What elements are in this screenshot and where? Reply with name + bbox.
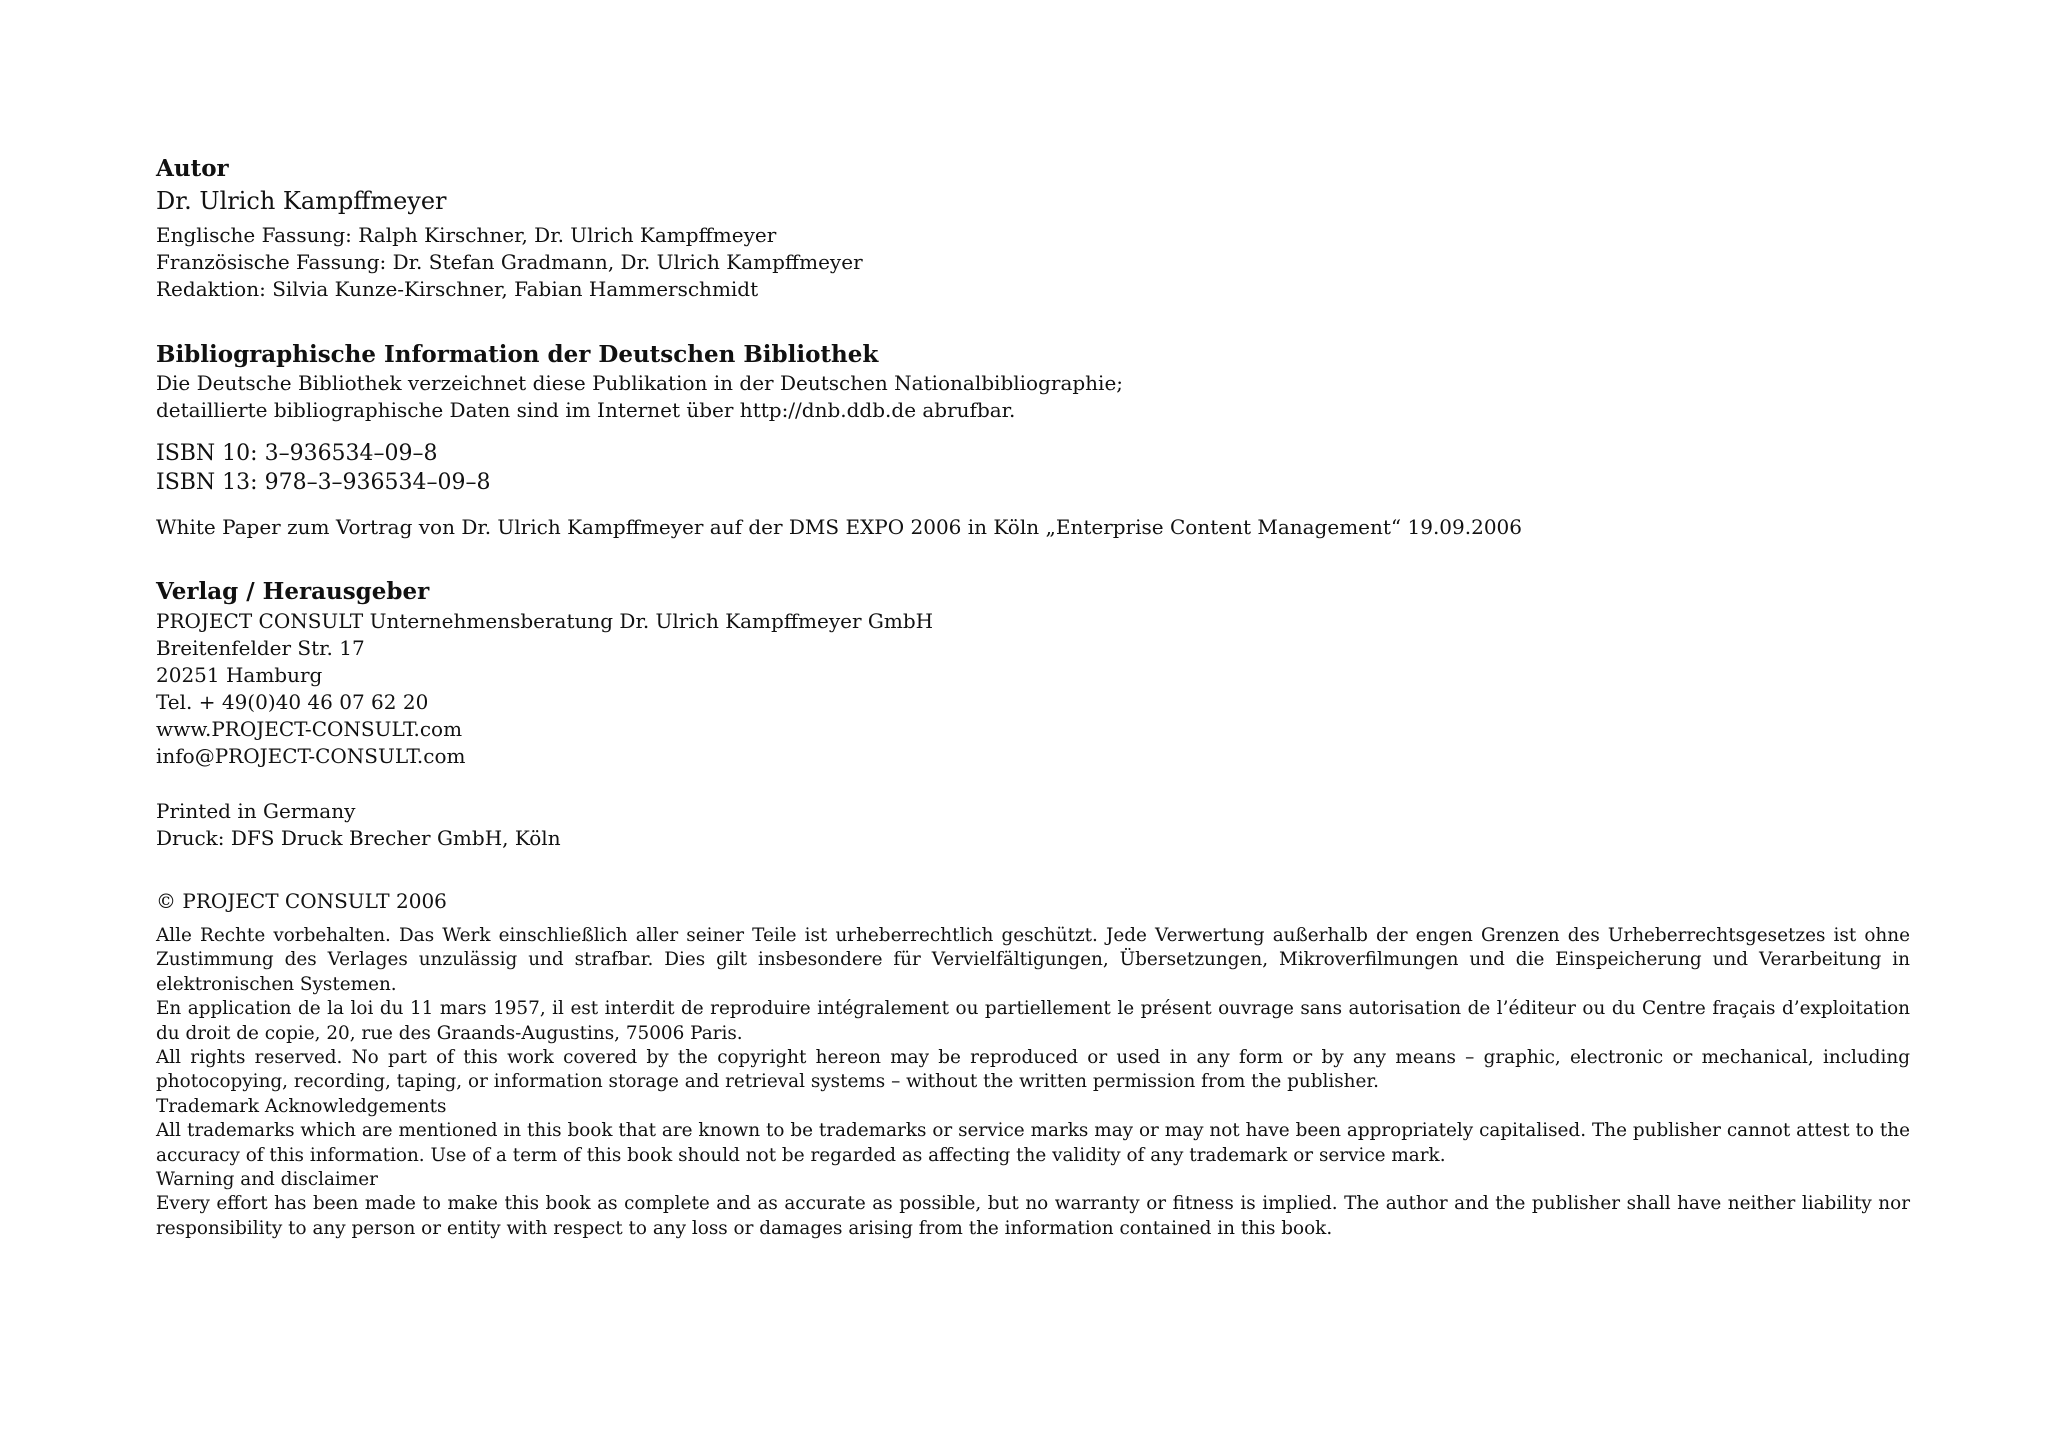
- publisher-phone: Tel. + 49(0)40 46 07 62 20: [156, 690, 429, 714]
- publisher-company: PROJECT CONSULT Unternehmensberatung Dr. Ulrich Kampffmeyer GmbH: [156, 609, 934, 633]
- author-heading: Autor: [156, 155, 229, 182]
- white-paper-note: White Paper zum Vortrag von Dr. Ulrich Kampffmeyer auf der DMS EXPO 2006 in Köln „Enterprise Content Management“ 19.09.2006: [156, 515, 1523, 539]
- bibliography-line-2: detaillierte bibliographische Daten sind im Internet über http://dnb.ddb.de abrufbar.: [156, 398, 1016, 422]
- french-rights-paragraph: En application de la loi du 11 mars 1957, il est interdit de reproduire intégralement ou partiellement le présent ouvrage sans autorisation de l’éditeur ou du Centre fraçais d’exploitation du droit de copie, 20, rue des Graands-Augustins, 75006 Paris.: [156, 998, 1910, 1044]
- editorial-credit: Redaktion: Silvia Kunze-Kirschner, Fabian Hammerschmidt: [156, 277, 759, 301]
- english-rights-paragraph: All rights reserved. No part of this work covered by the copyright hereon may be reproduced or used in any form or by any means – graphic, electronic or mechanical, including photocopying, recording, taping, or information storage and retrieval systems – without the written permission from the publisher.: [156, 1047, 1910, 1093]
- french-version-credit: Französische Fassung: Dr. Stefan Gradmann, Dr. Ulrich Kampffmeyer: [156, 250, 863, 274]
- publisher-heading: Verlag / Herausgeber: [156, 578, 430, 605]
- german-rights-paragraph: Alle Rechte vorbehalten. Das Werk einschließlich aller seiner Teile ist urheberrechtlich geschützt. Jede Verwertung außerhalb der engen Grenzen des Urheberrechtsgesetzes ist ohne Zustimmung des Verlages unzulässig und strafbar. Dies gilt insbesondere für Vervielfältigungen, Übersetzungen, Mikroverfilmungen und die Einspeicherung und Verarbeitung in elektronischen Systemen.: [156, 925, 1910, 995]
- isbn-13: ISBN 13: 978–3–936534–09–8: [156, 470, 491, 495]
- publisher-city: 20251 Hamburg: [156, 663, 323, 687]
- author-name: Dr. Ulrich Kampffmeyer: [156, 187, 447, 215]
- publisher-email: info@PROJECT-CONSULT.com: [156, 744, 466, 768]
- printer: Druck: DFS Druck Brecher GmbH, Köln: [156, 826, 561, 850]
- copyright-notice: © PROJECT CONSULT 2006: [156, 889, 447, 913]
- legal-text-block: [156, 924, 1910, 1241]
- trademark-paragraph: All trademarks which are mentioned in this book that are known to be trademarks or service marks may or may not have been appropriately capitalised. The publisher cannot attest to the accuracy of this information. Use of a term of this book should not be regarded as affecting the validity of any trademark or service mark.: [156, 1120, 1910, 1166]
- publisher-website: www.PROJECT-CONSULT.com: [156, 717, 463, 741]
- bibliography-heading: Bibliographische Information der Deutschen Bibliothek: [156, 341, 879, 368]
- isbn-10: ISBN 10: 3–936534–09–8: [156, 441, 438, 466]
- warning-paragraph: Every effort has been made to make this book as complete and as accurate as possible, but no warranty or fitness is implied. The author and the publisher shall have neither liability nor responsibility to any person or entity with respect to any loss or damages arising from the information contained in this book.: [156, 1193, 1910, 1239]
- english-version-credit: Englische Fassung: Ralph Kirschner, Dr. Ulrich Kampffmeyer: [156, 223, 777, 247]
- bibliography-line-1: Die Deutsche Bibliothek verzeichnet diese Publikation in der Deutschen Nationalbibliographie;: [156, 371, 1124, 395]
- publisher-street: Breitenfelder Str. 17: [156, 636, 365, 660]
- printed-in: Printed in Germany: [156, 799, 356, 823]
- trademark-heading: Trademark Acknowledgements: [156, 1095, 447, 1117]
- warning-heading: Warning and disclaimer: [156, 1169, 378, 1191]
